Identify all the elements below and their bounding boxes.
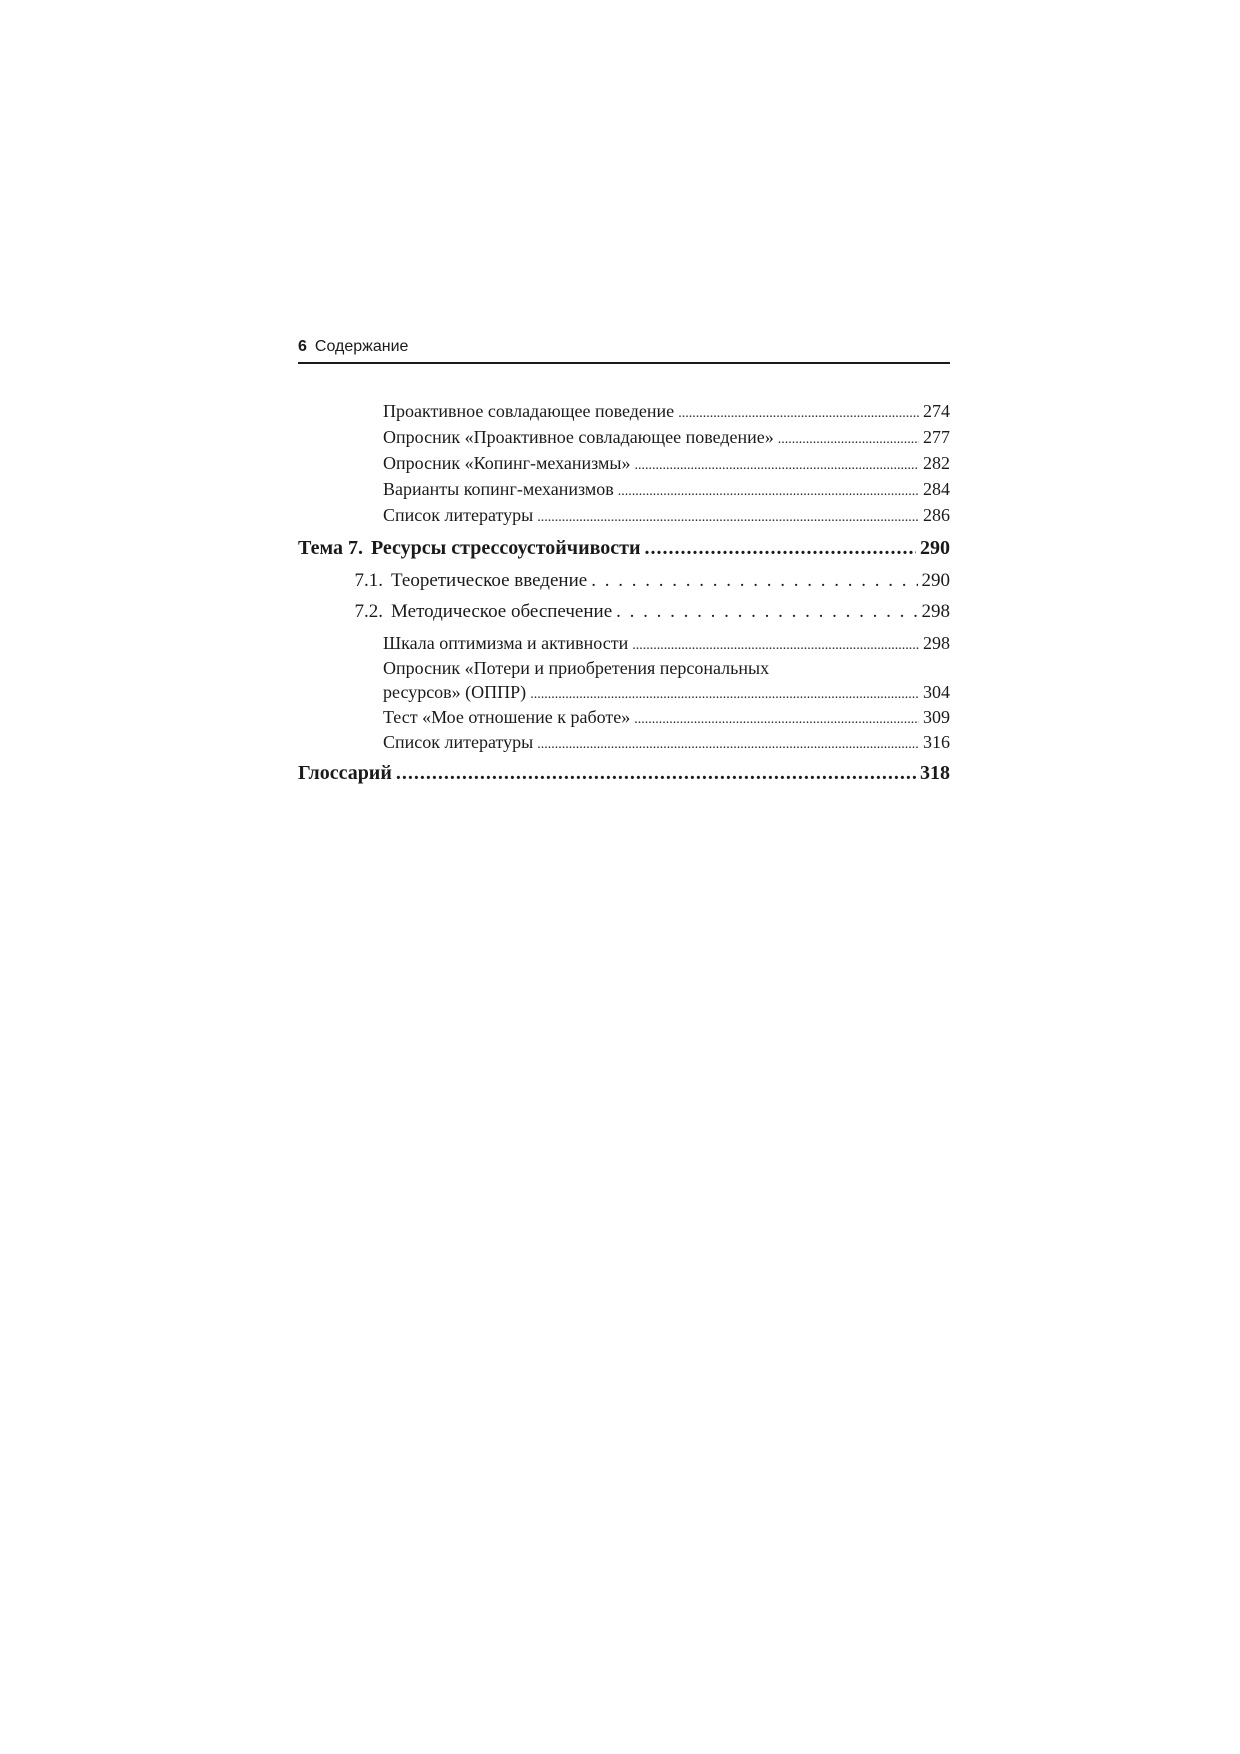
toc-section-number: 7.2.	[354, 601, 383, 622]
toc-entry-page: 309	[923, 707, 950, 727]
dot-leader	[616, 599, 917, 625]
toc-topic-title: Ресурсы стрессоустойчивости	[370, 537, 641, 559]
toc-section-page: 298	[921, 601, 950, 622]
dot-leader	[396, 760, 916, 786]
toc-entry[interactable]	[298, 706, 950, 731]
dot-leader	[778, 426, 919, 451]
toc-entry-title: Список литературы	[383, 505, 534, 525]
toc-entry-title: Шкала оптимизма и активности	[383, 633, 629, 653]
header-section-title: Содержание	[314, 338, 409, 355]
toc-entry-title: Проактивное совладающее поведение	[383, 401, 675, 421]
dot-leader	[678, 400, 919, 425]
toc-topic-entry[interactable]	[298, 535, 950, 561]
running-header	[298, 336, 950, 364]
toc-entry[interactable]	[298, 400, 950, 425]
dot-leader	[632, 632, 919, 657]
toc-entry[interactable]	[298, 681, 950, 706]
toc-entry-page: 274	[923, 401, 950, 421]
toc-entry[interactable]	[298, 504, 950, 529]
toc-topic-page: 290	[920, 537, 950, 559]
toc-section-title: Теоретическое введение	[391, 570, 588, 591]
dot-leader	[634, 706, 919, 731]
toc-entry[interactable]	[298, 731, 950, 756]
toc-entry-page: 277	[923, 427, 950, 447]
dot-leader	[537, 504, 919, 529]
dot-leader	[530, 681, 919, 706]
toc-entry[interactable]	[298, 452, 950, 477]
toc-section-number: 7.1.	[354, 570, 383, 591]
dot-leader	[591, 568, 917, 594]
toc-glossary-title: Глоссарий	[298, 762, 392, 784]
toc-section-title: Методическое обеспечение	[391, 601, 613, 622]
dot-leader	[644, 535, 916, 561]
toc-entry-page: 316	[923, 732, 950, 752]
dot-leader	[634, 452, 919, 477]
toc-section-page: 290	[921, 570, 950, 591]
toc-section-entry[interactable]	[298, 599, 950, 625]
toc-entry-page: 298	[923, 633, 950, 653]
toc-glossary-page: 318	[920, 762, 950, 784]
toc-entry-page: 282	[923, 453, 950, 473]
toc-entry-title-line2: ресурсов» (ОППР)	[383, 682, 527, 702]
header-page-number: 6	[298, 338, 307, 355]
toc-entry-title-line1[interactable]: Опросник «Потери и приобретения персональных	[383, 658, 770, 678]
toc-entry-page: 284	[923, 479, 950, 499]
toc-entry-title: Тест «Мое отношение к работе»	[383, 707, 631, 727]
toc-topic-label: Тема 7.	[298, 537, 363, 559]
toc-entry-page: 304	[923, 682, 950, 702]
toc-entry-title: Список литературы	[383, 732, 534, 752]
dot-leader	[537, 731, 919, 756]
toc-glossary-entry[interactable]	[298, 760, 950, 786]
toc-entry-title: Варианты копинг-механизмов	[383, 479, 614, 499]
toc-entry[interactable]	[298, 632, 950, 657]
dot-leader	[618, 478, 919, 503]
toc-section-entry[interactable]	[298, 568, 950, 594]
toc-entry-title: Опросник «Проактивное совладающее поведение»	[383, 427, 774, 447]
toc-entry[interactable]	[298, 478, 950, 503]
toc-entry[interactable]	[298, 426, 950, 451]
toc-entry-title: Опросник «Копинг-механизмы»	[383, 453, 631, 473]
toc-entry-page: 286	[923, 505, 950, 525]
